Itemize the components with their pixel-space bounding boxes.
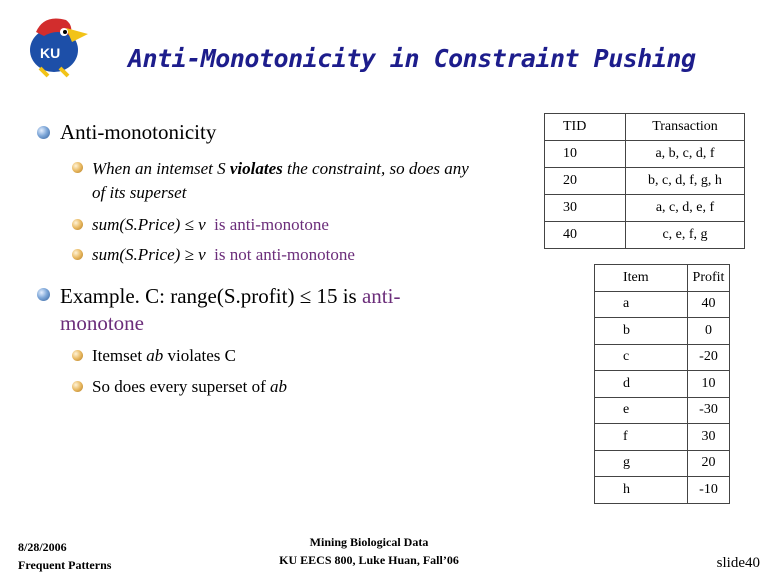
table-cell: c: [595, 344, 688, 371]
table-cell: -10: [688, 477, 730, 504]
table-cell: 20: [545, 168, 626, 195]
sub-bullet-sum-ge: sum(S.Price) ≥ v is not anti-monotone: [92, 245, 355, 264]
slide-title: Anti-Monotonicity in Constraint Pushing: [128, 44, 696, 73]
table-cell: e: [595, 397, 688, 424]
table-row: [595, 477, 730, 504]
table-cell: 10: [545, 141, 626, 168]
profit-table: [594, 264, 730, 504]
footer-left: [18, 538, 111, 574]
table-cell: -20: [688, 344, 730, 371]
sub-bullet-icon: [72, 350, 83, 361]
table-row: [595, 424, 730, 451]
table-header-row: [545, 114, 745, 141]
sub-bullet-every-superset: So does every superset of ab: [92, 377, 287, 396]
table-cell: 0: [688, 318, 730, 345]
table-row: [595, 450, 730, 477]
table-header-cell: Profit: [688, 265, 730, 292]
table-cell: a, b, c, d, f: [626, 141, 745, 168]
logo-text: KU: [40, 45, 61, 61]
transaction-table: [544, 113, 745, 249]
table-row: [595, 371, 730, 398]
table-header-row: [595, 265, 730, 292]
table-cell: d: [595, 371, 688, 398]
table-cell: 40: [545, 222, 626, 249]
table-row: [545, 168, 745, 195]
sub-bullet-intemset-violates: When an intemset S violates the constraint, so does any: [92, 159, 469, 178]
footer-center: [262, 533, 476, 569]
table-cell: c, e, f, g: [626, 222, 745, 249]
bullet-icon: [37, 288, 50, 301]
table-cell: 20: [688, 450, 730, 477]
sub-bullet-icon: [72, 249, 83, 260]
jayhawk-logo: [14, 10, 94, 78]
bullet-anti-monotonicity: Anti-monotonicity: [60, 120, 217, 144]
footer-course-title: Mining Biological Data: [309, 535, 429, 549]
sub-bullet-icon: [72, 219, 83, 230]
table-row: [595, 397, 730, 424]
footer-date: 8/28/2006: [18, 540, 67, 554]
table-cell: 10: [688, 371, 730, 398]
sub-bullet-itemset-violates: Itemset ab violates C: [92, 346, 237, 365]
sub-bullet-icon: [72, 162, 83, 173]
table-cell: -30: [688, 397, 730, 424]
table-row: [595, 291, 730, 318]
bullet-icon: [37, 126, 50, 139]
table-row: [545, 222, 745, 249]
sub-bullet-superset-line: of its superset: [92, 183, 187, 202]
table-cell: b: [595, 318, 688, 345]
table-header-cell: TID: [545, 114, 626, 141]
bullet-example-line2: monotone: [60, 311, 144, 335]
sub-bullet-sum-le: sum(S.Price) ≤ v is anti-monotone: [92, 215, 329, 234]
bullet-example-line1: Example. C: range(S.profit) ≤ 15 is anti-: [60, 284, 401, 308]
table-cell: b, c, d, f, g, h: [626, 168, 745, 195]
table-cell: f: [595, 424, 688, 451]
slide-number: slide40: [716, 555, 760, 571]
sub-bullet-icon: [72, 381, 83, 392]
table-header-cell: Transaction: [626, 114, 745, 141]
table-row: [595, 318, 730, 345]
table-cell: h: [595, 477, 688, 504]
table-row: [545, 141, 745, 168]
table-row: [595, 344, 730, 371]
table-cell: a: [595, 291, 688, 318]
table-cell: g: [595, 450, 688, 477]
table-cell: a, c, d, e, f: [626, 195, 745, 222]
table-cell: 40: [688, 291, 730, 318]
footer-course-info: KU EECS 800, Luke Huan, Fall’06: [279, 553, 459, 567]
table-header-cell: Item: [595, 265, 688, 292]
footer-topic: Frequent Patterns: [18, 558, 112, 572]
table-cell: 30: [545, 195, 626, 222]
table-cell: 30: [688, 424, 730, 451]
table-row: [545, 195, 745, 222]
